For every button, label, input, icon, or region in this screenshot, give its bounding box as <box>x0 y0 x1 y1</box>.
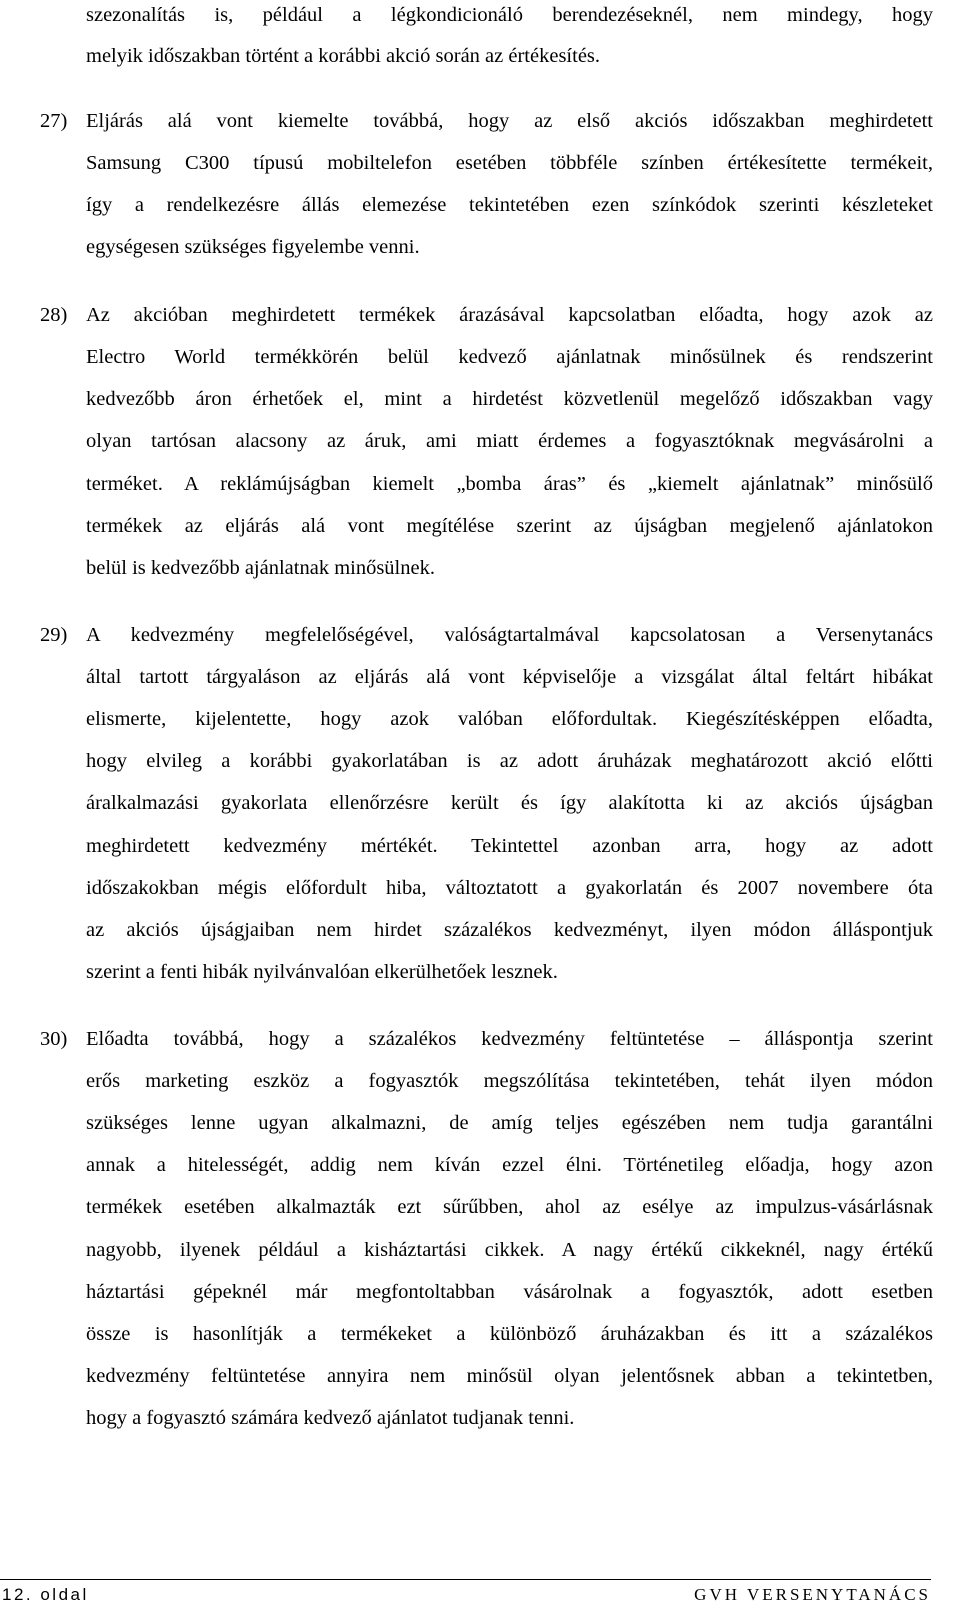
page-number: 12. oldal <box>2 1585 89 1604</box>
text-line: belül is kedvezőbb ajánlatnak minősülnek. <box>86 557 435 579</box>
paragraph-number: 29) <box>40 624 68 646</box>
text-line: Eljárás alá vont kiemelte továbbá, hogy az első akciós időszakban meghirdetett <box>86 110 933 132</box>
footer-divider <box>0 1579 931 1580</box>
paragraph-number: 27) <box>40 110 68 132</box>
text-line: terméket. A reklámújságban kiemelt „bomba áras” és „kiemelt ajánlatnak” minősülő <box>86 473 933 495</box>
text-line: termékek esetében alkalmazták ezt sűrűbben, ahol az esélye az impulzus-vásárlásnak <box>86 1196 933 1218</box>
text-line: szerint a fenti hibák nyilvánvalóan elkerülhetőek lesznek. <box>86 961 558 983</box>
text-line: egységesen szükséges figyelembe venni. <box>86 236 420 258</box>
text-line: szezonalítás is, például a légkondicionáló berendezéseknél, nem mindegy, hogy <box>86 4 933 26</box>
text-line: háztartási gépeknél már megfontoltabban vásárolnak a fogyasztók, adott esetben <box>86 1281 933 1303</box>
text-line: által tartott tárgyaláson az eljárás alá vont képviselője a vizsgálat által feltárt hibákat <box>86 666 933 688</box>
text-line: hogy elvileg a korábbi gyakorlatában is az adott áruházak meghatározott akció előtti <box>86 750 933 772</box>
text-line: Electro World termékkörén belül kedvező ajánlatnak minősülnek és rendszerint <box>86 346 933 368</box>
text-line: kedvezmény feltüntetése annyira nem minősül olyan jelentősnek abban a tekintetben, <box>86 1365 933 1387</box>
text-line: annak a hitelességét, addig nem kíván ezzel élni. Történetileg előadja, hogy azon <box>86 1154 933 1176</box>
text-line: Az akcióban meghirdetett termékek árazásával kapcsolatban előadta, hogy azok az <box>86 304 933 326</box>
text-line: elismerte, kijelentette, hogy azok valóban előfordultak. Kiegészítésképpen előadta, <box>86 708 933 730</box>
text-line: az akciós újságjaiban nem hirdet százalékos kedvezményt, ilyen módon álláspontjuk <box>86 919 933 941</box>
text-line: hogy a fogyasztó számára kedvező ajánlatot tudjanak tenni. <box>86 1407 575 1429</box>
text-line: melyik időszakban történt a korábbi akció során az értékesítés. <box>86 45 601 67</box>
text-line: termékek az eljárás alá vont megítélése szerint az újságban megjelenő ajánlatokon <box>86 515 933 537</box>
text-line: Samsung C300 típusú mobiltelefon esetében többféle színben értékesítette termékeit, <box>86 152 933 174</box>
text-line: olyan tartósan alacsony az áruk, ami miatt érdemes a fogyasztóknak megvásárolni a <box>86 430 933 452</box>
text-line: össze is hasonlítják a termékeket a különböző áruházakban és itt a százalékos <box>86 1323 933 1345</box>
text-line: erős marketing eszköz a fogyasztók megszólítása tekintetében, tehát ilyen módon <box>86 1070 933 1092</box>
text-line: nagyobb, ilyenek például a kisháztartási cikkek. A nagy értékű cikkeknél, nagy értékű <box>86 1239 933 1261</box>
text-line: időszakokban mégis előfordult hiba, változtatott a gyakorlatán és 2007 novembere óta <box>86 877 933 899</box>
text-line: szükséges lenne ugyan alkalmazni, de amíg teljes egészében nem tudja garantálni <box>86 1112 933 1134</box>
text-line: kedvezőbb áron érhetőek el, mint a hirdetést közvetlenül megelőző időszakban vagy <box>86 388 933 410</box>
footer-organization: GVH VERSENYTANÁCS <box>694 1585 931 1604</box>
text-line: így a rendelkezésre állás elemezése tekintetében ezen színkódok szerinti készleteket <box>86 194 933 216</box>
text-line: áralkalmazási gyakorlata ellenőrzésre került és így alakította ki az akciós újságban <box>86 792 933 814</box>
text-line: A kedvezmény megfelelőségével, valóságtartalmával kapcsolatosan a Versenytanács <box>86 624 933 646</box>
text-line: meghirdetett kedvezmény mértékét. Tekintettel azonban arra, hogy az adott <box>86 835 933 857</box>
paragraph-number: 30) <box>40 1028 68 1050</box>
text-line: Előadta továbbá, hogy a százalékos kedvezmény feltüntetése – álláspontja szerint <box>86 1028 933 1050</box>
paragraph-number: 28) <box>40 304 68 326</box>
